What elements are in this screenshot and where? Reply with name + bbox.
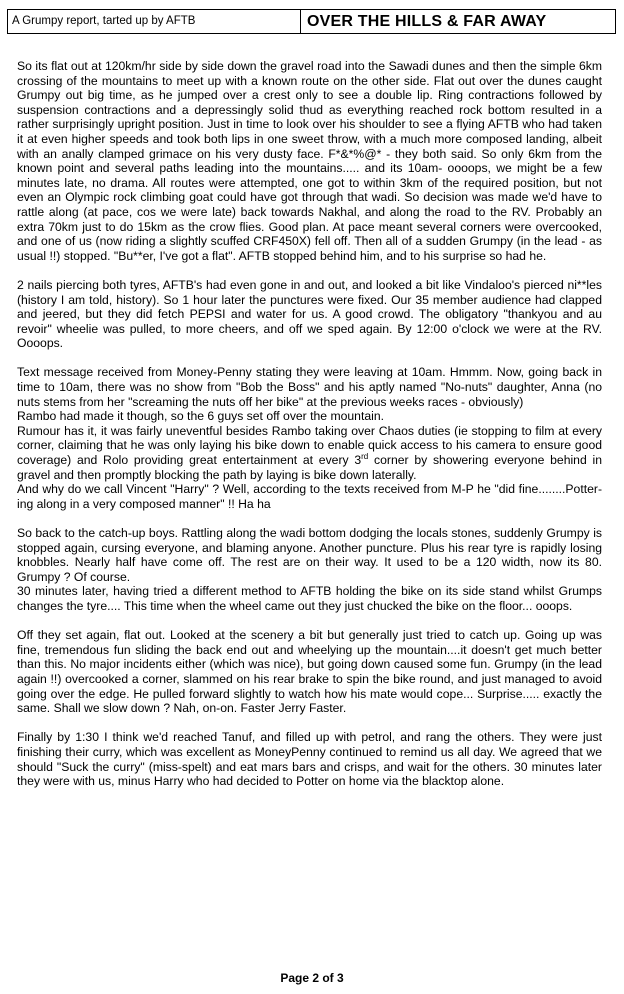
paragraph-rambo: Rambo had made it though, so the 6 guys set off over the mountain. [17, 409, 384, 424]
paragraph-harry: And why do we call Vincent "Harry" ? Well, according to the texts received from M-P he "did fine........Potter-ing along in a very composed manner" !! Ha ha [17, 482, 602, 511]
report-body [17, 59, 602, 789]
page-header [7, 9, 616, 34]
ordinal-suffix: rd [361, 451, 369, 461]
paragraph-dunes: So its flat out at 120km/hr side by side down the gravel road into the Sawadi dunes and then the simple 6km crossing of the mountains to meet up with a known route on the other side. Flat out over the dunes caught Grumpy out big time, as he jumped over a crest only to see a double lip. Ring contractions followed by suspension contractions and a depressingly solid thud as everything reached rock bottom resulted in a rather surprisingly upright position. Just in time to look over his shoulder to see a flying AFTB who had taken it at even higher speeds and took both lips in one sweet throw, with a much more composed landing, albeit with an anally clamped grimace on his very dusty face. F*&*%@* - they both said. So only 6km from the known point and several paths leading into the mountains..... and its 10am- oooops, we might be a few minutes late, no drama. All routes were attempted, one got to within 3km of the required position, but not even an Olympic rock climbing goat could have got through that wadi. So decision was made we'd have to rattle along (at pace, cos we were late) back towards Nakhal, and along the road to the RV. Probably an extra 70km just to do 15km as the crow flies. Good plan. At pace meant several corners were overcooked, and one of us (now riding a slightly scuffed CRF450X) fell off. Then all of a sudden Grumpy (in the lead - as usual !!) stopped. "Bu**er, I've got a flat". AFTB stopped behind him, and to his surprise so had he. [17, 59, 602, 263]
page-number: Page 2 of 3 [280, 971, 344, 985]
rumour-text: Rumour has it, it was fairly uneventful besides Rambo taking over Chaos duties (ie stopping to film at every corner, claiming that he was only laying his bike down to enable quick access to his camera to ensure good coverage) and Rolo providing great entertainment at every 3 [17, 423, 602, 468]
paragraph-text-message: Text message received from Money-Penny stating they were leaving at 10am. Hmmm. Now, going back in time to 10am, there was no show from "Bob the Boss" and his aptly named "No-nuts" daughter, Anna (no nuts stems from her "screaming the nuts off her bike" at the previous weeks races - obviously) [17, 365, 602, 409]
paragraph-mountain: Off they set again, flat out. Looked at the scenery a bit but generally just tried to catch up. Going up was fine, tremendous fun sliding the back end out and wheelying up the mountain....it doesn't get much better than this. No major incidents either (which was nice), but going down caused some fun. Grumpy (in the lead again !!) overcooked a corner, slammed on his rear brake to spin the bike round, and just managed to avoid going over the edge. He pulled forward slightly to watch how his mate would cope... Surprise..... exactly the same. Shall we slow down ? Nah, on-on. Faster Jerry Faster. [17, 628, 602, 716]
paragraph-rumour [17, 424, 602, 482]
paragraph-tanuf: Finally by 1:30 I think we'd reached Tanuf, and filled up with petrol, and rang the others. They were just finishing their curry, which was excellent as MoneyPenny continued to remind us all day. We agreed that we should "Suck the curry" (miss-spelt) and eat mars bars and crisps, and wait for the others. 30 minutes later they were with us, minus Harry who had decided to Potter on home via the blacktop alone. [17, 730, 602, 789]
header-byline: A Grumpy report, tarted up by AFTB [8, 10, 301, 33]
paragraph-punctures: 2 nails piercing both tyres, AFTB's had even gone in and out, and looked a bit like Vindaloo's pierced ni**les (history I am told, history). So 1 hour later the punctures were fixed. Our 35 member audience had clapped and jeered, but they did fetch PEPSI and water for us. A good crowd. The obligatory "thankyou and au revoir" wheelie was pulled, to more cheers, and off we sped again. By 12:00 o'clock we were at the RV. Oooops. [17, 277, 602, 351]
paragraph-catch-up: So back to the catch-up boys. Rattling along the wadi bottom dodging the locals stones, suddenly Grumpy is stopped again, cursing everyone, and blaming anyone. Another puncture. Plus his rear tyre is rapidly losing knobbles. Nearly half have come off. The rest are on their way. It used to be a 120 width, now its 80. Grumpy ? Of course. [17, 526, 602, 584]
rumour-text-end: corner by showering everyone behind in gravel and then promptly blocking the path by laying is bike down laterally. [17, 453, 602, 482]
paragraph-thirty-minutes: 30 minutes later, having tried a different method to AFTB holding the bike on its side stand whilst Grumps changes the tyre.... This time when the wheel came out they just chucked the bike on the floor... ooops. [17, 584, 602, 613]
header-title: OVER THE HILLS & FAR AWAY [307, 13, 547, 30]
